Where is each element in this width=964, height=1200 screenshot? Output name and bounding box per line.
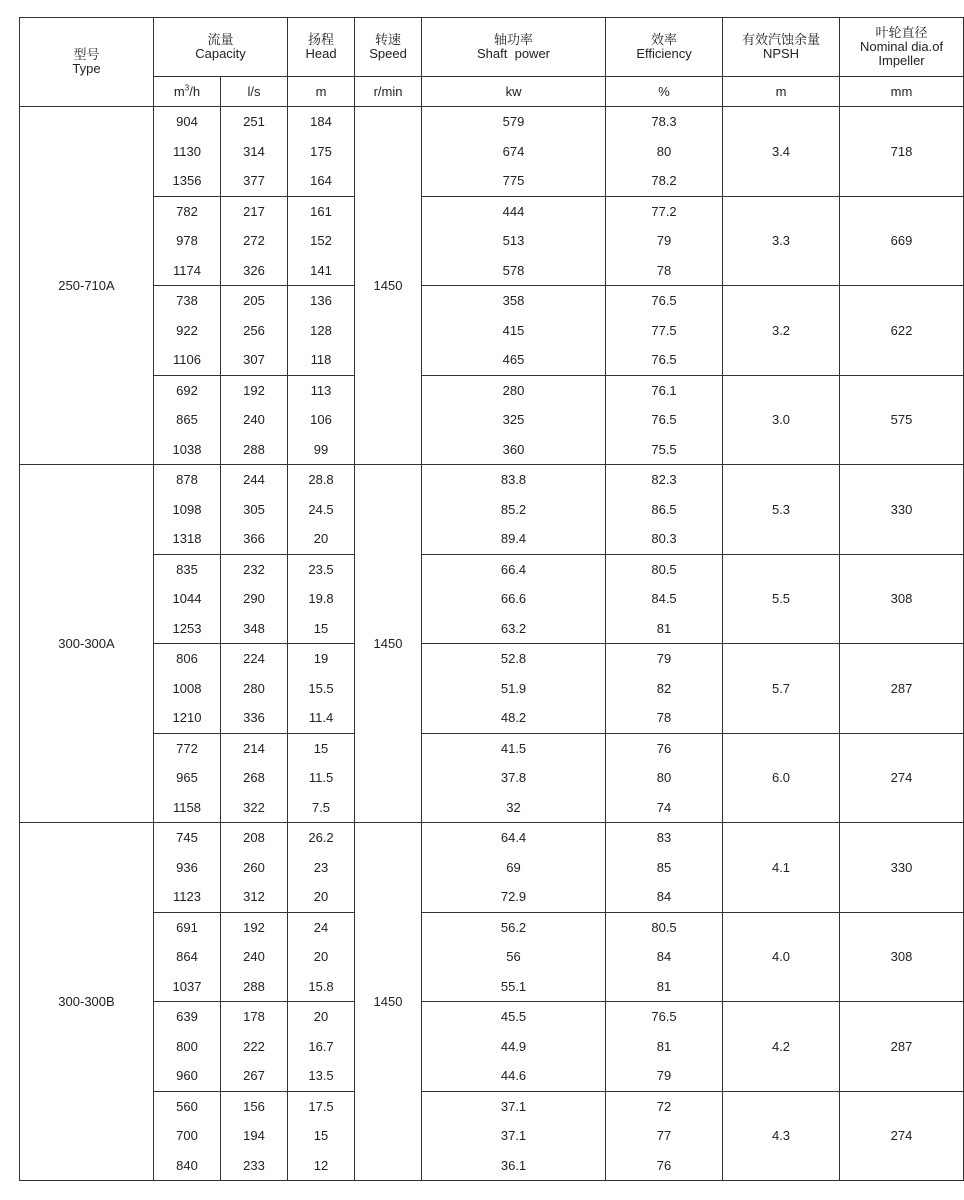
head-cell: 175 — [288, 137, 355, 167]
capacity-m3h-cell: 936 — [154, 853, 221, 883]
efficiency-cell: 74 — [606, 793, 723, 823]
capacity-m3h-cell: 738 — [154, 286, 221, 316]
capacity-ls-cell: 194 — [221, 1121, 288, 1151]
impeller-header: 叶轮直径 Nominal dia.of Impeller — [840, 18, 964, 77]
capacity-m3h-cell: 1356 — [154, 166, 221, 196]
head-cell: 19 — [288, 644, 355, 674]
capacity-m3h-cell: 1106 — [154, 345, 221, 375]
head-cell: 113 — [288, 375, 355, 405]
head-cell: 24.5 — [288, 495, 355, 525]
shaft-power-cell: 44.6 — [422, 1061, 606, 1091]
shaft-power-cell: 36.1 — [422, 1151, 606, 1181]
head-cell: 118 — [288, 345, 355, 375]
head-cell: 15 — [288, 614, 355, 644]
shaft-power-cell: 44.9 — [422, 1032, 606, 1062]
shaft-power-cell: 578 — [422, 256, 606, 286]
capacity-m3h-cell: 965 — [154, 763, 221, 793]
head-header: 扬程 Head — [288, 18, 355, 77]
efficiency-cell: 81 — [606, 614, 723, 644]
capacity-m3h-cell: 922 — [154, 316, 221, 346]
table-row — [20, 554, 964, 584]
efficiency-cell: 80 — [606, 137, 723, 167]
pump-spec-table — [19, 17, 964, 1181]
impeller-cell: 274 — [840, 1091, 964, 1181]
capacity-ls-cell: 208 — [221, 823, 288, 853]
unit-npsh: m — [723, 77, 840, 107]
npsh-cell: 6.0 — [723, 733, 840, 823]
unit-impeller: mm — [840, 77, 964, 107]
shaft-power-cell: 45.5 — [422, 1002, 606, 1032]
speed-cell: 1450 — [355, 465, 422, 823]
npsh-cell: 5.7 — [723, 644, 840, 734]
efficiency-cell: 78 — [606, 703, 723, 733]
capacity-m3h-cell: 878 — [154, 465, 221, 495]
capacity-m3h-cell: 806 — [154, 644, 221, 674]
head-cell: 26.2 — [288, 823, 355, 853]
table-row — [20, 1002, 964, 1032]
capacity-m3h-cell: 1174 — [154, 256, 221, 286]
shaft-power-cell: 69 — [422, 853, 606, 883]
table-row — [20, 823, 964, 853]
npsh-cell: 4.3 — [723, 1091, 840, 1181]
capacity-ls-cell: 267 — [221, 1061, 288, 1091]
capacity-m3h-cell: 692 — [154, 375, 221, 405]
capacity-ls-cell: 224 — [221, 644, 288, 674]
efficiency-cell: 79 — [606, 1061, 723, 1091]
shaft-power-cell: 72.9 — [422, 882, 606, 912]
efficiency-cell: 75.5 — [606, 435, 723, 465]
shaft-power-cell: 360 — [422, 435, 606, 465]
speed-cell: 1450 — [355, 823, 422, 1181]
head-cell: 19.8 — [288, 584, 355, 614]
capacity-m3h-cell: 691 — [154, 912, 221, 942]
capacity-ls-cell: 240 — [221, 942, 288, 972]
capacity-m3h-cell: 745 — [154, 823, 221, 853]
npsh-cell: 5.5 — [723, 554, 840, 644]
shaft-power-cell: 66.4 — [422, 554, 606, 584]
efficiency-cell: 76.1 — [606, 375, 723, 405]
capacity-m3h-cell: 1130 — [154, 137, 221, 167]
head-cell: 23.5 — [288, 554, 355, 584]
capacity-m3h-cell: 772 — [154, 733, 221, 763]
head-cell: 16.7 — [288, 1032, 355, 1062]
npsh-header: 有效汽蚀余量 NPSH — [723, 18, 840, 77]
shaft-power-cell: 83.8 — [422, 465, 606, 495]
capacity-ls-cell: 348 — [221, 614, 288, 644]
capacity-ls-cell: 268 — [221, 763, 288, 793]
capacity-ls-cell: 336 — [221, 703, 288, 733]
efficiency-cell: 84 — [606, 942, 723, 972]
efficiency-cell: 82.3 — [606, 465, 723, 495]
head-cell: 152 — [288, 226, 355, 256]
impeller-cell: 287 — [840, 644, 964, 734]
shaft-power-cell: 56 — [422, 942, 606, 972]
efficiency-cell: 72 — [606, 1091, 723, 1121]
npsh-cell: 3.4 — [723, 107, 840, 197]
head-cell: 106 — [288, 405, 355, 435]
npsh-cell: 5.3 — [723, 465, 840, 555]
shaft-power-cell: 513 — [422, 226, 606, 256]
capacity-m3h-cell: 960 — [154, 1061, 221, 1091]
efficiency-cell: 77.5 — [606, 316, 723, 346]
efficiency-cell: 80.5 — [606, 554, 723, 584]
capacity-ls-cell: 326 — [221, 256, 288, 286]
capacity-ls-cell: 244 — [221, 465, 288, 495]
impeller-cell: 622 — [840, 286, 964, 376]
shaft-power-cell: 32 — [422, 793, 606, 823]
impeller-cell: 274 — [840, 733, 964, 823]
unit-speed: r/min — [355, 77, 422, 107]
speed-header: 转速 Speed — [355, 18, 422, 77]
speed-cell: 1450 — [355, 107, 422, 465]
capacity-m3h-cell: 840 — [154, 1151, 221, 1181]
capacity-ls-cell: 260 — [221, 853, 288, 883]
capacity-m3h-cell: 1038 — [154, 435, 221, 465]
capacity-m3h-cell: 1253 — [154, 614, 221, 644]
capacity-ls-cell: 192 — [221, 375, 288, 405]
unit-capacity-ls: l/s — [221, 77, 288, 107]
shaft-power-cell: 85.2 — [422, 495, 606, 525]
efficiency-cell: 85 — [606, 853, 723, 883]
shaft-power-cell: 280 — [422, 375, 606, 405]
capacity-ls-cell: 288 — [221, 435, 288, 465]
impeller-cell: 308 — [840, 912, 964, 1002]
capacity-ls-cell: 217 — [221, 196, 288, 226]
shaft-power-cell: 674 — [422, 137, 606, 167]
head-cell: 20 — [288, 524, 355, 554]
capacity-m3h-cell: 1158 — [154, 793, 221, 823]
unit-efficiency: % — [606, 77, 723, 107]
impeller-cell: 287 — [840, 1002, 964, 1092]
head-cell: 7.5 — [288, 793, 355, 823]
capacity-ls-cell: 222 — [221, 1032, 288, 1062]
unit-capacity-m3h: $m^3/h$ — [154, 77, 221, 107]
capacity-ls-cell: 314 — [221, 137, 288, 167]
efficiency-cell: 76.5 — [606, 286, 723, 316]
shaft-power-cell: 48.2 — [422, 703, 606, 733]
table-row — [20, 644, 964, 674]
head-cell: 11.5 — [288, 763, 355, 793]
capacity-ls-cell: 178 — [221, 1002, 288, 1032]
table-row — [20, 912, 964, 942]
table-row — [20, 1091, 964, 1121]
efficiency-cell: 82 — [606, 674, 723, 704]
header-row — [20, 18, 964, 77]
efficiency-cell: 76 — [606, 733, 723, 763]
capacity-ls-cell: 232 — [221, 554, 288, 584]
capacity-m3h-cell: 978 — [154, 226, 221, 256]
shaft-power-cell: 37.1 — [422, 1121, 606, 1151]
type-header: 型号 Type — [20, 18, 154, 107]
head-cell: 17.5 — [288, 1091, 355, 1121]
capacity-m3h-cell: 800 — [154, 1032, 221, 1062]
capacity-ls-cell: 305 — [221, 495, 288, 525]
shaft-power-cell: 63.2 — [422, 614, 606, 644]
head-cell: 28.8 — [288, 465, 355, 495]
capacity-m3h-cell: 1037 — [154, 972, 221, 1002]
capacity-ls-cell: 256 — [221, 316, 288, 346]
efficiency-cell: 77.2 — [606, 196, 723, 226]
capacity-m3h-cell: 1318 — [154, 524, 221, 554]
head-cell: 164 — [288, 166, 355, 196]
capacity-ls-cell: 214 — [221, 733, 288, 763]
head-cell: 11.4 — [288, 703, 355, 733]
capacity-ls-cell: 366 — [221, 524, 288, 554]
efficiency-cell: 83 — [606, 823, 723, 853]
capacity-m3h-cell: 639 — [154, 1002, 221, 1032]
capacity-m3h-cell: 835 — [154, 554, 221, 584]
efficiency-cell: 78.2 — [606, 166, 723, 196]
head-cell: 99 — [288, 435, 355, 465]
shaft-power-header: 轴功率 Shaft power — [422, 18, 606, 77]
capacity-ls-cell: 280 — [221, 674, 288, 704]
shaft-power-cell: 51.9 — [422, 674, 606, 704]
capacity-ls-cell: 192 — [221, 912, 288, 942]
head-cell: 24 — [288, 912, 355, 942]
head-cell: 13.5 — [288, 1061, 355, 1091]
table-row — [20, 733, 964, 763]
capacity-m3h-cell: 1044 — [154, 584, 221, 614]
efficiency-cell: 80 — [606, 763, 723, 793]
efficiency-cell: 80.3 — [606, 524, 723, 554]
efficiency-cell: 81 — [606, 1032, 723, 1062]
head-cell: 15.8 — [288, 972, 355, 1002]
table-row — [20, 196, 964, 226]
efficiency-cell: 78.3 — [606, 107, 723, 137]
efficiency-cell: 84 — [606, 882, 723, 912]
model-type-cell: 250-710A — [20, 107, 154, 465]
capacity-header: 流量 Capacity — [154, 18, 288, 77]
capacity-m3h-cell: 1098 — [154, 495, 221, 525]
capacity-m3h-cell: 865 — [154, 405, 221, 435]
unit-head: m — [288, 77, 355, 107]
capacity-m3h-cell: 864 — [154, 942, 221, 972]
impeller-cell: 330 — [840, 823, 964, 913]
head-cell: 20 — [288, 1002, 355, 1032]
shaft-power-cell: 37.1 — [422, 1091, 606, 1121]
table-row — [20, 107, 964, 137]
capacity-ls-cell: 251 — [221, 107, 288, 137]
capacity-ls-cell: 233 — [221, 1151, 288, 1181]
shaft-power-cell: 775 — [422, 166, 606, 196]
head-cell: 15 — [288, 1121, 355, 1151]
efficiency-cell: 79 — [606, 644, 723, 674]
head-cell: 23 — [288, 853, 355, 883]
head-cell: 161 — [288, 196, 355, 226]
shaft-power-cell: 444 — [422, 196, 606, 226]
efficiency-cell: 76.5 — [606, 1002, 723, 1032]
head-cell: 136 — [288, 286, 355, 316]
head-cell: 20 — [288, 942, 355, 972]
capacity-ls-cell: 322 — [221, 793, 288, 823]
efficiency-cell: 76 — [606, 1151, 723, 1181]
capacity-ls-cell: 205 — [221, 286, 288, 316]
shaft-power-cell: 37.8 — [422, 763, 606, 793]
model-type-cell: 300-300B — [20, 823, 154, 1181]
shaft-power-cell: 41.5 — [422, 733, 606, 763]
capacity-m3h-cell: 904 — [154, 107, 221, 137]
shaft-power-cell: 325 — [422, 405, 606, 435]
efficiency-cell: 81 — [606, 972, 723, 1002]
npsh-cell: 3.0 — [723, 375, 840, 465]
shaft-power-cell: 579 — [422, 107, 606, 137]
shaft-power-cell: 89.4 — [422, 524, 606, 554]
shaft-power-cell: 465 — [422, 345, 606, 375]
capacity-m3h-cell: 782 — [154, 196, 221, 226]
table-row — [20, 465, 964, 495]
head-cell: 128 — [288, 316, 355, 346]
capacity-ls-cell: 272 — [221, 226, 288, 256]
capacity-m3h-cell: 560 — [154, 1091, 221, 1121]
impeller-cell: 308 — [840, 554, 964, 644]
impeller-cell: 718 — [840, 107, 964, 197]
capacity-ls-cell: 240 — [221, 405, 288, 435]
capacity-ls-cell: 288 — [221, 972, 288, 1002]
capacity-ls-cell: 377 — [221, 166, 288, 196]
capacity-ls-cell: 290 — [221, 584, 288, 614]
efficiency-cell: 78 — [606, 256, 723, 286]
efficiency-cell: 80.5 — [606, 912, 723, 942]
shaft-power-cell: 55.1 — [422, 972, 606, 1002]
npsh-cell: 3.2 — [723, 286, 840, 376]
impeller-cell: 330 — [840, 465, 964, 555]
shaft-power-cell: 56.2 — [422, 912, 606, 942]
npsh-cell: 3.3 — [723, 196, 840, 286]
efficiency-cell: 76.5 — [606, 345, 723, 375]
head-cell: 141 — [288, 256, 355, 286]
npsh-cell: 4.0 — [723, 912, 840, 1002]
shaft-power-cell: 52.8 — [422, 644, 606, 674]
impeller-cell: 575 — [840, 375, 964, 465]
capacity-m3h-cell: 1123 — [154, 882, 221, 912]
capacity-m3h-cell: 1210 — [154, 703, 221, 733]
capacity-m3h-cell: 700 — [154, 1121, 221, 1151]
efficiency-cell: 86.5 — [606, 495, 723, 525]
head-cell: 20 — [288, 882, 355, 912]
model-type-cell: 300-300A — [20, 465, 154, 823]
efficiency-cell: 79 — [606, 226, 723, 256]
npsh-cell: 4.1 — [723, 823, 840, 913]
head-cell: 15 — [288, 733, 355, 763]
table-row — [20, 375, 964, 405]
efficiency-cell: 84.5 — [606, 584, 723, 614]
unit-row — [20, 77, 964, 107]
shaft-power-cell: 415 — [422, 316, 606, 346]
head-cell: 184 — [288, 107, 355, 137]
efficiency-cell: 76.5 — [606, 405, 723, 435]
capacity-ls-cell: 307 — [221, 345, 288, 375]
capacity-ls-cell: 312 — [221, 882, 288, 912]
capacity-m3h-cell: 1008 — [154, 674, 221, 704]
table-row — [20, 286, 964, 316]
shaft-power-cell: 66.6 — [422, 584, 606, 614]
shaft-power-cell: 358 — [422, 286, 606, 316]
head-cell: 15.5 — [288, 674, 355, 704]
head-cell: 12 — [288, 1151, 355, 1181]
shaft-power-cell: 64.4 — [422, 823, 606, 853]
npsh-cell: 4.2 — [723, 1002, 840, 1092]
efficiency-header: 效率 Efficiency — [606, 18, 723, 77]
capacity-ls-cell: 156 — [221, 1091, 288, 1121]
efficiency-cell: 77 — [606, 1121, 723, 1151]
unit-shaft-power: kw — [422, 77, 606, 107]
impeller-cell: 669 — [840, 196, 964, 286]
